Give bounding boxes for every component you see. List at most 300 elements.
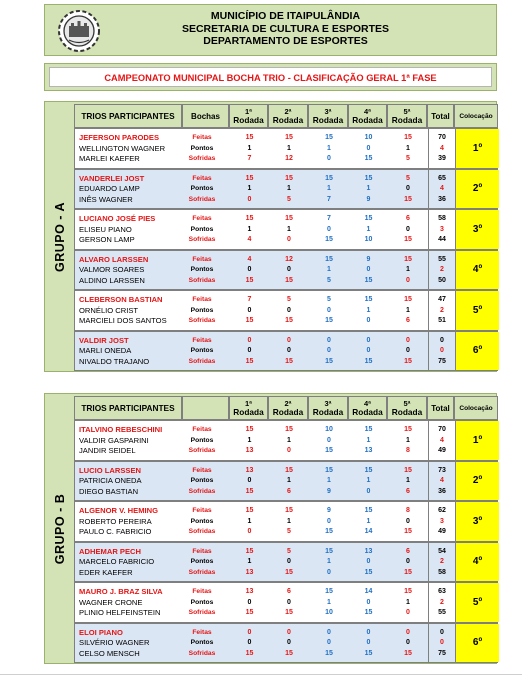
pontos-value: 0 [287,639,291,646]
feitas-value: 15 [325,466,333,474]
total-cell [428,624,455,663]
total-cell [428,251,455,290]
pontos-value: 1 [327,266,331,273]
team-member: CELSO MENSCH [79,648,140,658]
score-labels [183,291,221,330]
sofridas-value: 15 [404,195,412,203]
sofridas-value: 8 [406,447,410,454]
round-cell-2 [269,624,309,663]
pontos-value: 0 [406,639,410,646]
sofridas-value: 15 [325,528,333,535]
group-label-text: GRUPO - A [52,201,67,272]
pontos-value: 1 [327,144,331,152]
secretary-title: SECRETARIA DE CULTURA E ESPORTES [181,22,390,35]
pontos-value: 1 [247,185,252,192]
round-number: 3ª [324,399,332,408]
team-captain: LUCIO LARSSEN [79,465,142,475]
sofridas-value: 4 [247,236,252,243]
pontos-value: 0 [406,517,410,525]
sofridas-value: 15 [245,317,254,324]
team-row [74,501,498,542]
label-pontos: Pontos [190,558,214,565]
header-placement: Colocação [454,396,498,420]
sofridas-value: 0 [287,236,291,243]
pontos-value: 1 [327,598,331,606]
round-word: Rodada [391,115,423,125]
total-pontos: 2 [440,598,444,606]
round-cell-2 [269,462,309,501]
round-cell-4 [349,583,388,622]
feitas-value: 15 [325,547,333,555]
team-captain: ITALVINO REBESCHINI [79,425,163,434]
feitas-value: 15 [245,174,254,182]
total-sofridas: 55 [438,609,446,616]
label-pontos: Pontos [190,306,214,314]
pontos-value: 1 [366,185,371,192]
sofridas-value: 13 [245,568,254,576]
round-cell-4 [349,462,388,501]
feitas-value: 15 [285,134,293,141]
header-round-3 [308,104,348,128]
label-sofridas: Sofridas [188,568,216,576]
label-sofridas: Sofridas [188,528,216,535]
feitas-value: 0 [327,628,331,636]
round-cell-4 [349,170,388,209]
sofridas-value: 0 [327,568,331,576]
round-cell-2 [269,421,309,460]
score-labels [183,502,221,541]
team-member: WELLINGTON WAGNER [79,143,166,153]
pontos-value: 1 [247,517,252,525]
pontos-value: 1 [406,477,410,484]
total-sofridas: 50 [438,276,446,284]
feitas-value: 8 [406,507,410,514]
score-labels [183,543,221,582]
sofridas-value: 15 [364,568,373,576]
label-pontos: Pontos [190,598,214,606]
round-cell-3 [309,129,349,168]
feitas-value: 15 [404,134,412,141]
round-cell-2 [269,583,309,622]
group-label [45,394,74,663]
total-sofridas: 75 [438,357,446,365]
sofridas-value: 13 [245,447,254,454]
sofridas-value: 7 [327,195,331,203]
feitas-value: 15 [245,215,254,222]
team-member: PLINIO HELFEINSTEIN [79,608,161,617]
team-captain: VALDIR JOST [79,335,129,345]
round-number: 3ª [324,107,332,116]
sofridas-value: 15 [364,357,373,365]
championship-panel [44,63,497,91]
round-cell-4 [349,332,388,371]
total-sofridas: 58 [438,568,446,576]
label-feitas: Feitas [192,134,212,141]
department-title: DEPARTAMENTO DE ESPORTES [203,35,368,47]
feitas-value: 15 [404,466,412,474]
sofridas-value: 7 [247,155,252,162]
sofridas-value: 15 [404,649,412,657]
team-member: PAULO C. FABRICIO [79,527,152,536]
sofridas-value: 15 [285,609,293,616]
feitas-value: 0 [327,336,331,344]
pontos-value: 1 [287,225,291,233]
total-pontos: 3 [440,225,444,233]
header-bochas [182,396,229,420]
pontos-value: 0 [327,517,331,525]
sofridas-value: 5 [287,528,291,535]
round-cell-5 [388,332,428,371]
sofridas-value: 0 [327,155,331,162]
total-feitas: 70 [438,426,446,433]
feitas-value: 10 [325,426,333,433]
pontos-value: 0 [327,225,331,233]
round-number: 4ª [364,107,371,116]
sofridas-value: 15 [325,317,333,324]
pontos-value: 1 [366,225,371,233]
pontos-value: 0 [247,347,252,354]
team-row [74,420,498,461]
header-round-5 [387,104,427,128]
label-pontos: Pontos [190,144,214,152]
sofridas-value: 15 [364,609,373,616]
pontos-value: 1 [287,144,291,152]
team-captain: VANDERLEI JOST [79,173,145,183]
championship-title: CAMPEONATO MUNICIPAL BOCHA TRIO - CLASIFICAÇÃO GERAL 1ª FASE [49,67,492,87]
group-label [45,102,74,371]
round-cell-1 [230,421,269,460]
total-sofridas: 51 [438,317,446,324]
sofridas-value: 15 [325,447,333,454]
round-cell-4 [349,291,388,330]
team-row [74,623,498,664]
sofridas-value: 15 [245,357,254,365]
round-cell-1 [230,170,269,209]
round-cell-2 [269,502,309,541]
pontos-value: 0 [247,266,252,273]
feitas-value: 15 [285,215,293,222]
label-sofridas: Sofridas [188,649,216,657]
pontos-value: 0 [366,558,371,565]
total-feitas: 55 [438,255,446,263]
round-cell-4 [349,251,388,290]
feitas-value: 15 [325,134,333,141]
round-cell-2 [269,170,309,209]
municipality-title: MUNICÍPIO DE ITAIPULÂNDIA [210,10,361,22]
pontos-value: 0 [406,225,410,233]
pontos-value: 1 [247,144,252,152]
feitas-value: 6 [406,215,410,222]
round-cell-1 [230,543,269,582]
sofridas-value: 15 [285,568,293,576]
header-round-2 [268,104,308,128]
round-cell-3 [309,291,349,330]
score-labels [183,210,221,249]
total-cell [428,332,455,371]
round-cell-5 [388,129,428,168]
pontos-value: 1 [247,436,252,444]
feitas-value: 0 [287,336,291,344]
team-member: WAGNER CRONE [79,597,143,607]
total-sofridas: 39 [438,155,446,162]
team-row [74,582,498,623]
round-cell-2 [269,332,309,371]
sofridas-value: 9 [366,195,371,203]
pontos-value: 1 [406,266,410,273]
team-member: VALDIR GASPARINI [79,435,149,445]
sofridas-value: 0 [406,609,410,616]
label-feitas: Feitas [192,336,212,344]
total-pontos: 0 [440,347,444,354]
round-cell-4 [349,421,388,460]
feitas-value: 9 [366,255,371,263]
total-pontos: 2 [440,306,444,314]
round-cell-3 [309,170,349,209]
placement-cell: 5º [455,291,499,330]
total-cell [428,170,455,209]
label-feitas: Feitas [192,466,212,474]
sofridas-value: 15 [245,609,254,616]
round-cell-2 [269,291,309,330]
total-cell [428,210,455,249]
sofridas-value: 5 [287,195,291,203]
total-pontos: 4 [440,144,444,152]
team-names [75,421,183,460]
total-sofridas: 36 [438,195,446,203]
team-row [74,169,498,210]
feitas-value: 0 [406,336,410,344]
team-captain: ALGENOR V. HEMING [79,506,159,515]
sofridas-value: 0 [287,447,291,454]
total-pontos: 4 [440,477,444,484]
team-names [75,543,183,582]
header-total: Total [427,104,454,128]
team-captain: JEFERSON PARODES [79,133,160,142]
round-cell-1 [230,502,269,541]
round-cell-5 [388,251,428,290]
feitas-value: 15 [404,296,412,303]
sofridas-value: 15 [404,568,412,576]
feitas-value: 15 [325,588,333,595]
feitas-value: 15 [364,507,373,514]
team-names [75,170,183,209]
pontos-value: 0 [406,558,410,565]
label-sofridas: Sofridas [188,357,216,365]
total-feitas: 54 [438,547,446,555]
header-round-5 [387,396,427,420]
feitas-value: 12 [285,255,293,263]
sofridas-value: 10 [364,236,373,243]
feitas-value: 15 [245,134,254,141]
round-cell-5 [388,210,428,249]
round-cell-5 [388,502,428,541]
round-cell-1 [230,583,269,622]
round-cell-5 [388,421,428,460]
total-pontos: 3 [440,517,444,525]
pontos-value: 0 [366,598,371,606]
pontos-value: 1 [406,598,410,606]
team-member: ROBERTO PEREIRA [79,516,152,526]
round-cell-5 [388,291,428,330]
label-feitas: Feitas [192,547,212,555]
label-feitas: Feitas [192,296,212,303]
team-row [74,461,498,502]
sofridas-value: 15 [364,276,373,284]
team-member: ELISEU PIANO [79,224,132,234]
header-round-2 [268,396,308,420]
sofridas-value: 15 [404,357,412,365]
gear-emblem-icon [57,9,101,53]
team-member: MARCIELI DOS SANTOS [79,316,167,325]
placement-cell: 2º [455,462,499,501]
team-member: ALDINO LARSSEN [79,275,145,285]
round-word: Rodada [272,115,304,125]
score-labels [183,421,221,460]
sofridas-value: 15 [325,649,333,657]
sofridas-value: 0 [406,276,410,284]
sofridas-value: 6 [406,487,410,495]
label-feitas: Feitas [192,588,212,595]
placement-cell: 1º [455,421,499,460]
label-pontos: Pontos [190,517,214,525]
total-cell [428,502,455,541]
total-sofridas: 44 [438,236,446,243]
feitas-value: 14 [364,588,373,595]
feitas-value: 15 [285,426,293,433]
team-member: GERSON LAMP [79,235,135,244]
label-sofridas: Sofridas [188,487,216,495]
round-word: Rodada [272,407,304,417]
round-cell-3 [309,421,349,460]
total-feitas: 73 [438,466,446,474]
total-feitas: 63 [438,588,446,595]
round-cell-4 [349,210,388,249]
round-cell-5 [388,624,428,663]
group-label-text: GRUPO - B [52,493,67,564]
pontos-value: 1 [327,477,331,484]
sofridas-value: 12 [285,155,293,162]
team-member: PATRICIA ONEDA [79,476,142,485]
feitas-value: 15 [245,507,254,514]
total-sofridas: 49 [438,447,446,454]
team-names [75,291,183,330]
label-feitas: Feitas [192,255,212,263]
total-feitas: 47 [438,296,446,303]
total-feitas: 62 [438,507,446,514]
round-cell-4 [349,543,388,582]
total-pontos: 4 [440,436,444,444]
header-total: Total [427,396,454,420]
pontos-value: 0 [247,639,252,646]
label-pontos: Pontos [190,639,214,646]
label-sofridas: Sofridas [188,317,216,324]
label-pontos: Pontos [190,185,214,192]
team-names [75,251,183,290]
pontos-value: 1 [366,477,371,484]
team-member: ORNÉLIO CRIST [79,305,139,315]
total-feitas: 65 [438,174,446,182]
sofridas-value: 0 [247,528,252,535]
sofridas-value: 15 [325,357,333,365]
label-sofridas: Sofridas [188,447,216,454]
pontos-value: 0 [247,477,252,484]
sofridas-value: 0 [366,487,371,495]
placement-cell: 4º [455,251,499,290]
feitas-value: 15 [364,466,373,474]
team-names [75,332,183,371]
pontos-value: 0 [366,347,371,354]
placement-cell: 6º [455,624,499,663]
pontos-value: 1 [287,517,291,525]
team-captain: LUCIANO JOSÉ PIES [79,214,156,223]
round-word: Rodada [233,407,264,417]
feitas-value: 15 [364,296,373,303]
round-cell-1 [230,332,269,371]
team-member: JANDIR SEIDEL [79,446,136,455]
pontos-value: 1 [406,436,410,444]
round-word: Rodada [352,115,383,125]
total-feitas: 70 [438,134,446,141]
round-cell-1 [230,251,269,290]
round-word: Rodada [233,115,264,125]
pontos-value: 1 [406,306,410,314]
team-names [75,583,183,622]
placement-cell: 4º [455,543,499,582]
sofridas-value: 15 [325,236,333,243]
header-round-3 [308,396,348,420]
round-cell-5 [388,583,428,622]
round-cell-1 [230,624,269,663]
pontos-value: 1 [287,436,291,444]
round-cell-5 [388,543,428,582]
sofridas-value: 9 [327,487,331,495]
feitas-value: 15 [404,426,412,433]
feitas-value: 15 [364,215,373,222]
team-member: INÊS WAGNER [79,194,133,204]
total-feitas: 0 [440,336,444,344]
label-pontos: Pontos [190,225,214,233]
feitas-value: 15 [404,588,412,595]
label-sofridas: Sofridas [188,155,216,162]
header-placement: Colocação [454,104,498,128]
header-trios: TRIOS PARTICIPANTES [74,396,182,420]
group-panel [44,101,497,372]
team-row [74,290,498,331]
pontos-value: 1 [287,477,291,484]
label-feitas: Feitas [192,426,212,433]
total-cell [428,129,455,168]
round-cell-3 [309,583,349,622]
pontos-value: 1 [287,185,291,192]
team-row [74,331,498,372]
sofridas-value: 6 [406,317,410,324]
total-pontos: 2 [440,266,444,273]
team-captain: CLEBERSON BASTIAN [79,295,163,304]
team-names [75,502,183,541]
feitas-value: 15 [245,547,254,555]
header-bochas: Bochas [182,104,229,128]
sofridas-value: 5 [327,276,331,284]
score-labels [183,624,221,663]
pontos-value: 1 [327,185,331,192]
round-cell-1 [230,210,269,249]
team-captain: MAURO J. BRAZ SILVA [79,587,163,596]
team-captain: ELOI PIANO [79,627,123,637]
label-feitas: Feitas [192,507,212,514]
round-number: 1ª [245,107,252,116]
score-labels [183,129,221,168]
round-cell-5 [388,462,428,501]
